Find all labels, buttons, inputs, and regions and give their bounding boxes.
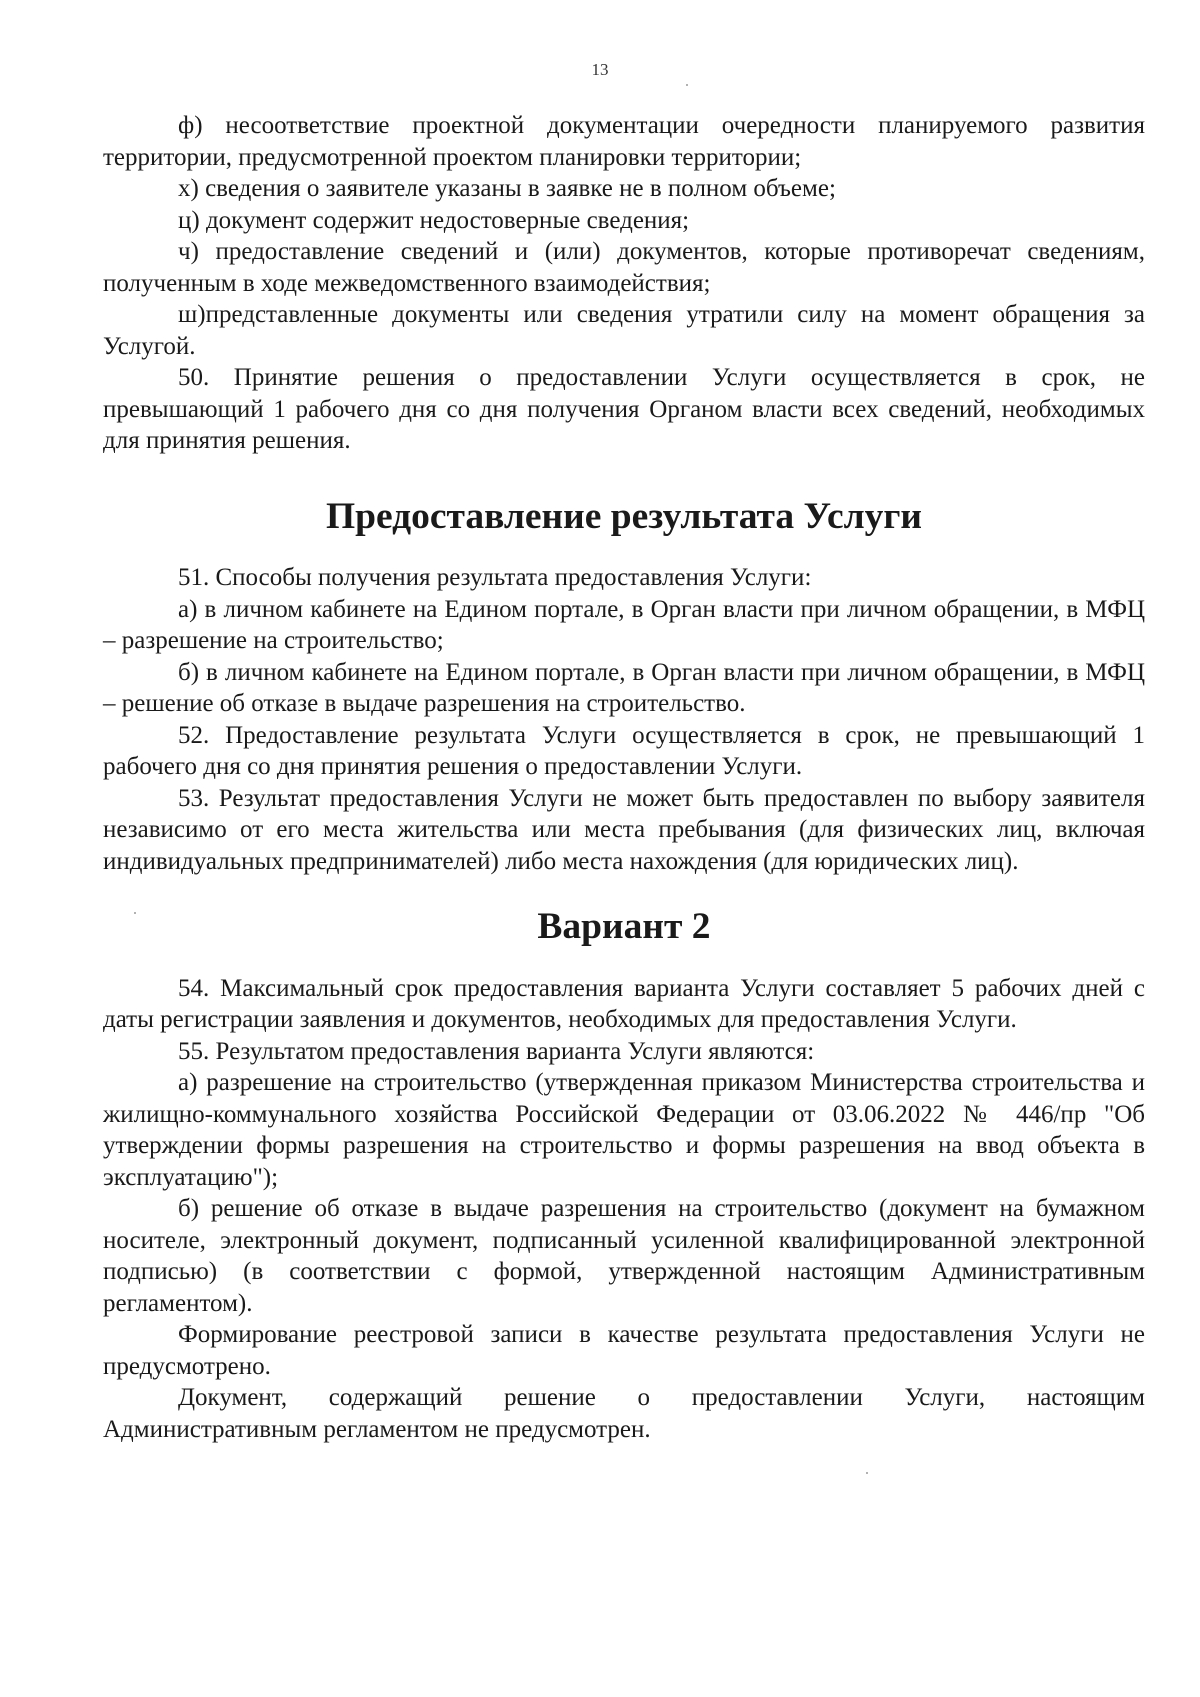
paragraph-55-a: а) разрешение на строительство (утвержденная приказом Министерства строительства и жилищно-коммунального хозяйства Российской Федерации от 03.06.2022 № 446/пр "Об утверждении формы разрешения на строительство и формы разрешения на ввод объекта в эксплуатацию"); [103, 1069, 1145, 1191]
paragraph-51: 51. Способы получения результата предоставления Услуги: [178, 564, 812, 591]
paragraph-53: 53. Результат предоставления Услуги не может быть предоставлен по выбору заявителя независимо от его места жительства или места пребывания (для физических лиц, включая индивидуальных предпринимателей) либо места нахождения (для юридических лиц). [103, 784, 1145, 875]
paragraph-50: 50. Принятие решения о предоставлении Услуги осуществляется в срок, не превышающий 1 рабочего дня со дня получения Органом власти всех сведений, необходимых для принятия решения. [103, 364, 1145, 454]
paragraph-kh: х) сведения о заявителе указаны в заявке не в полном объеме; [178, 175, 836, 202]
paragraph-ts: ц) документ содержит недостоверные сведения; [178, 206, 690, 234]
section-heading-result: Предоставление результата Услуги [325, 495, 923, 537]
section-heading-variant-2: Вариант 2 [537, 906, 711, 947]
paragraph-55-b: б) решение об отказе в выдаче разрешения на строительство (документ на бумажном носителе, электронный документ, подписанный усиленной квалифицированной электронной подписью) (в соответствии с формой, утвержденной настоящим Административным регламентом). [103, 1195, 1145, 1317]
scan-speck [866, 1472, 868, 1474]
paragraph-ch: ч) предоставление сведений и (или) документов, которые противоречат сведениям, полученным в ходе межведомственного взаимодействия; [103, 238, 1145, 297]
document-body [103, 110, 1145, 1445]
paragraph-51-b: б) в личном кабинете на Едином портале, в Орган власти при личном обращении, в МФЦ – решение об отказе в выдаче разрешения на строительство. [103, 658, 1145, 717]
paragraph-decision-document: Документ, содержащий решение о предоставлении Услуги, настоящим Административным регламентом не предусмотрен. [103, 1384, 1145, 1443]
paragraph-registry-record: Формирование реестровой записи в качестве результата предоставления Услуги не предусмотрено. [103, 1321, 1145, 1380]
scan-speck [686, 84, 688, 86]
page-number: 13 [591, 60, 609, 79]
paragraph-sh: ш)представленные документы или сведения утратили силу на момент обращения за Услугой. [103, 301, 1145, 360]
paragraph-51-a: а) в личном кабинете на Едином портале, в Орган власти при личном обращении, в МФЦ – разрешение на строительство; [103, 595, 1145, 654]
paragraph-f: ф) несоответствие проектной документации очередности планируемого развития территории, предусмотренной проектом планировки территории; [103, 112, 1145, 171]
paragraph-55: 55. Результатом предоставления варианта Услуги являются: [178, 1037, 815, 1065]
paragraph-52: 52. Предоставление результата Услуги осуществляется в срок, не превышающий 1 рабочего дня со дня принятия решения о предоставлении Услуги. [103, 721, 1145, 780]
paragraph-54: 54. Максимальный срок предоставления варианта Услуги составляет 5 рабочих дней с даты регистрации заявления и документов, необходимых для предоставления Услуги. [103, 974, 1145, 1033]
